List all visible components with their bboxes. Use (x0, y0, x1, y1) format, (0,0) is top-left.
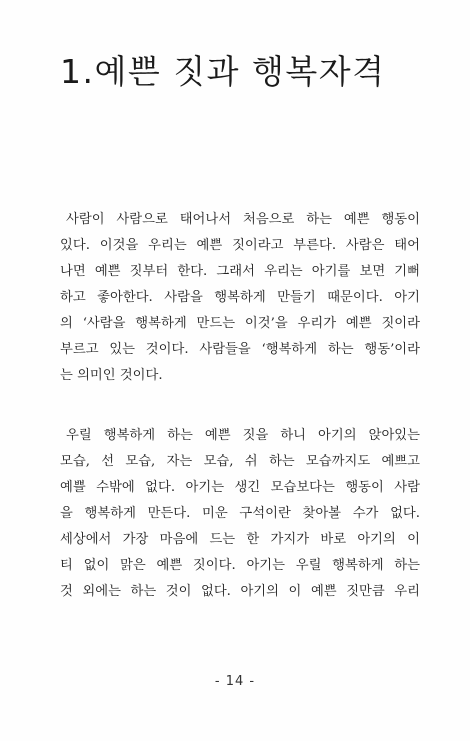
paragraph-line: 우릴 행복하게 하는 예쁜 짓을 하니 아기의 앉아있는 (66, 428, 420, 443)
paragraph-2 (60, 423, 420, 605)
paragraph-line: 의 ‘사람을 행복하게 만드는 이것’을 우리가 예쁜 짓이라 (60, 316, 420, 331)
paragraph-line: 나면 예쁜 짓부터 한다. 그래서 우리는 아기를 보면 기뻐 (60, 264, 420, 279)
paragraph-line: 부르고 있는 것이다. 사람들을 ‘행복하게 하는 행동’이라 (60, 342, 420, 357)
paragraph-line: 것 외에는 하는 것이 없다. 아기의 이 예쁜 짓만큼 우리 (60, 584, 420, 599)
paragraph-line: 을 행복하게 만든다. 미운 구석이란 찾아볼 수가 없다. (60, 506, 420, 521)
chapter-title: 1.예쁜 짓과 행복자격 (60, 52, 386, 91)
paragraph-line: 예쁠 수밖에 없다. 아기는 생긴 모습보다는 행동이 사람 (60, 480, 420, 495)
paragraph-line: 하고 좋아한다. 사람을 행복하게 만들기 때문이다. 아기 (60, 290, 420, 305)
paragraph-1 (60, 207, 420, 389)
page-number: - 14 - (214, 674, 256, 689)
paragraph-line: 모습, 선 모습, 자는 모습, 쉬 하는 모습까지도 예쁘고 (60, 454, 420, 469)
paragraph-line: 사람이 사람으로 태어나서 처음으로 하는 예쁜 행동이 (66, 212, 420, 227)
paragraph-line: 티 없이 맑은 예쁜 짓이다. 아기는 우릴 행복하게 하는 (60, 558, 420, 573)
paragraph-line: 세상에서 가장 마음에 드는 한 가지가 바로 아기의 이 (60, 532, 420, 547)
paragraph-line: 있다. 이것을 우리는 예쁜 짓이라고 부른다. 사람은 태어 (60, 238, 420, 253)
paragraph-line: 는 의미인 것이다. (60, 368, 163, 383)
